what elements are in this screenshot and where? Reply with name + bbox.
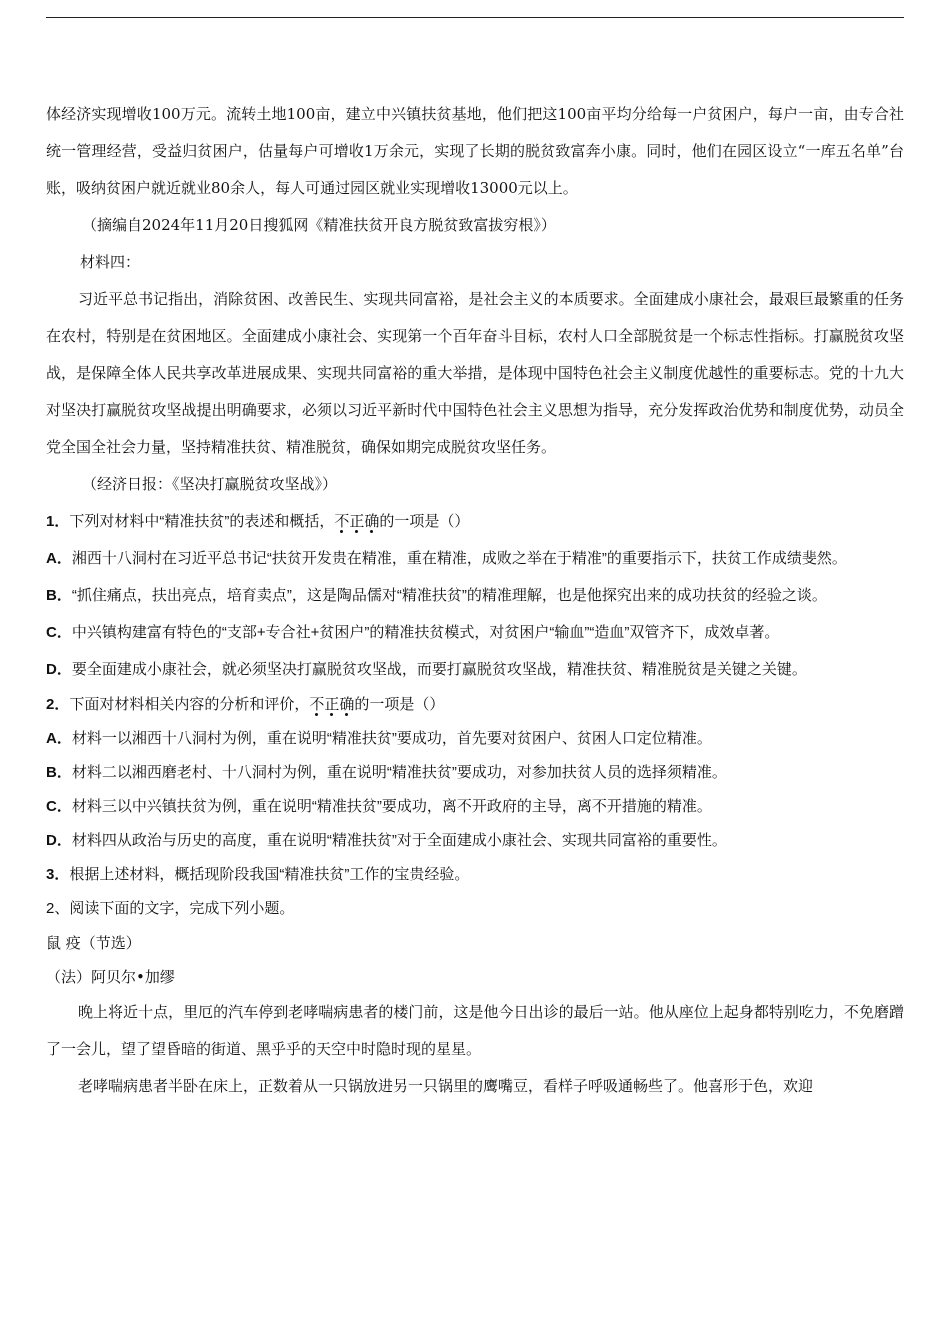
- option-text: 材料三以中兴镇扶贫为例，重在说明“精准扶贫”要成功，离不开政府的主导，离不开措施的精准。: [71, 798, 712, 815]
- document-body: [46, 96, 904, 1105]
- option-text: 材料一以湘西十八洞村为例，重在说明“精准扶贫”要成功，首先要对贫困户、贫困人口定位精准。: [71, 730, 712, 747]
- option-c: [46, 614, 904, 651]
- emphasis-char: 正: [349, 513, 365, 530]
- stem-part-b: 的一项是（）: [354, 696, 445, 713]
- header-rule: [46, 17, 904, 18]
- question-2-stem: [46, 688, 904, 722]
- option-c: [46, 790, 904, 824]
- option-text: 中兴镇构建富有特色的“支部+专合社+贫困户”的精准扶贫模式，对贫困户“输血”“造血”双管齐下，成效卓著。: [71, 624, 780, 641]
- question-1: [46, 503, 904, 688]
- question-1-stem: [46, 503, 904, 540]
- story-title: 鼠 疫（节选）: [46, 934, 141, 952]
- source-citation-4: （经济日报：《坚决打赢脱贫攻坚战》）: [82, 475, 338, 493]
- question-number: 3．: [46, 866, 70, 883]
- emphasis-char: 确: [339, 696, 355, 713]
- option-key: D．: [46, 832, 72, 849]
- question-text: 根据上述材料，概括现阶段我国“精准扶贫”工作的宝贵经验。: [69, 866, 470, 883]
- emphasis-char: 不: [309, 696, 325, 713]
- option-key: D．: [46, 661, 72, 678]
- option-d: [46, 824, 904, 858]
- emphasis-char: 确: [364, 513, 380, 530]
- question-number: 2．: [46, 696, 70, 713]
- option-text: “抓住痛点，扶出亮点，培育卖点”，这是陶品儒对“精准扶贫”的精准理解，也是他探究出来的成功扶贫的经验之谈。: [71, 587, 827, 604]
- emphasis-char: 正: [324, 696, 340, 713]
- option-key: B．: [46, 587, 72, 604]
- option-key: C．: [46, 624, 72, 641]
- question-2: [46, 688, 904, 858]
- option-key: C．: [46, 798, 72, 815]
- story-paragraph-1: 晚上将近十点，里厄的汽车停到老哮喘病患者的楼门前，这是他今日出诊的最后一站。他从座位上起身都特别吃力，不免磨蹭了一会儿，望了望昏暗的街道、黑乎乎的天空中时隐时现的星星。: [46, 1003, 904, 1058]
- question-number: 1．: [46, 513, 70, 530]
- option-text: 材料二以湘西磨老村、十八洞村为例，重在说明“精准扶贫”要成功，对参加扶贫人员的选择须精准。: [71, 764, 727, 781]
- option-text: 湘西十八洞村在习近平总书记“扶贫开发贵在精准，重在精准，成败之举在于精准”的重要指示下，扶贫工作成绩斐然。: [71, 550, 847, 567]
- option-key: A．: [46, 730, 72, 747]
- source-citation-3: （摘编自2024年11月20日搜狐网《精准扶贫开良方脱贫致富拔穷根》）: [82, 216, 556, 234]
- question-3-stem: [46, 858, 904, 892]
- paragraph-continued: 体经济实现增收100万元。流转土地100亩，建立中兴镇扶贫基地，他们把这100亩平均分给每一户贫困户，每户一亩，由专合社统一管理经营，受益归贫困户，估量每户可增收1万余元，实现了长期的脱贫致富奔小康。同时，他们在园区设立“一库五名单”台账，吸纳贫困户就近就业80余人，每人可通过园区就业实现增收13000元以上。: [46, 105, 904, 197]
- stem-part-a: 下列对材料中“精准扶贫”的表述和概括，: [69, 513, 335, 530]
- stem-part-a: 下面对材料相关内容的分析和评价，: [69, 696, 310, 713]
- option-key: A．: [46, 550, 72, 567]
- story-paragraph-2: 老哮喘病患者半卧在床上，正数着从一只锅放进另一只锅里的鹰嘴豆，看样子呼吸通畅些了。他喜形于色，欢迎: [78, 1077, 814, 1095]
- option-text: 要全面建成小康社会，就必须坚决打赢脱贫攻坚战，而要打赢脱贫攻坚战，精准扶贫、精准脱贫是关键之关键。: [71, 661, 807, 678]
- option-a: [46, 540, 904, 577]
- option-b: [46, 577, 904, 614]
- material-4-text: 习近平总书记指出，消除贫困、改善民生、实现共同富裕，是社会主义的本质要求。全面建成小康社会，最艰巨最繁重的任务在农村，特别是在贫困地区。全面建成小康社会、实现第一个百年奋斗目标，农村人口全部脱贫是一个标志性指标。打赢脱贫攻坚战，是保障全体人民共享改革进展成果、实现共同富裕的重大举措，是体现中国特色社会主义制度优越性的重要标志。党的十九大对坚决打赢脱贫攻坚战提出明确要求，必须以习近平新时代中国特色社会主义思想为指导，充分发挥政治优势和制度优势，动员全党全国全社会力量，坚持精准扶贫、精准脱贫，确保如期完成脱贫攻坚任务。: [46, 290, 904, 456]
- option-text: 材料四从政治与历史的高度，重在说明“精准扶贫”对于全面建成小康社会、实现共同富裕的重要性。: [71, 832, 727, 849]
- section-2-heading: 2、阅读下面的文字，完成下列小题。: [46, 900, 295, 917]
- stem-part-b: 的一项是（）: [379, 513, 470, 530]
- option-d: [46, 651, 904, 688]
- question-3: [46, 858, 904, 926]
- option-b: [46, 756, 904, 790]
- option-key: B．: [46, 764, 72, 781]
- material-4-label: 材料四：: [80, 253, 141, 271]
- story-author: （法）阿贝尔•加缪: [46, 968, 175, 986]
- option-a: [46, 722, 904, 756]
- emphasis-char: 不: [334, 513, 350, 530]
